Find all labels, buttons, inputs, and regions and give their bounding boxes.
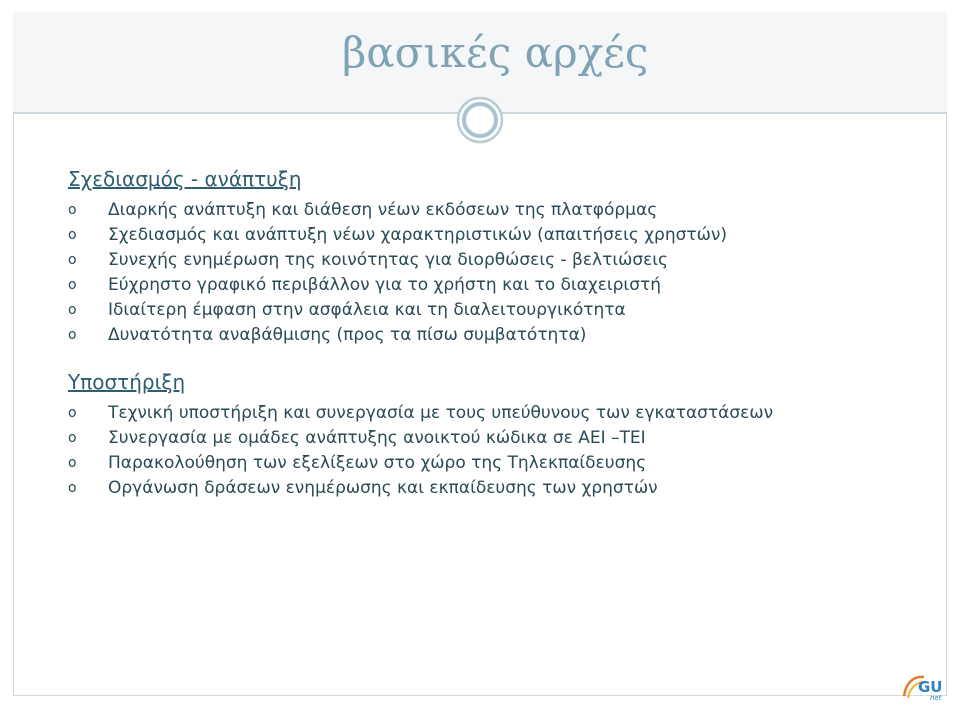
list-item-text: Οργάνωση δράσεων ενημέρωσης και εκπαίδευσης των χρηστών: [108, 478, 658, 498]
list-item-text: Διαρκής ανάπτυξη και διάθεση νέων εκδόσεων της πλατφόρμας: [108, 200, 658, 220]
list-item: [68, 273, 661, 298]
list-item-text: Παρακολούθηση των εξελίξεων στο χώρο της Τηλεκπαίδευσης: [108, 453, 647, 473]
list-item: [68, 198, 658, 223]
bullet-icon: o: [68, 202, 77, 218]
list-item: [68, 298, 626, 323]
logo-subtext: net: [930, 694, 942, 702]
section-heading-design: Σχεδιασμός - ανάπτυξη: [68, 167, 302, 191]
design-list: [68, 198, 727, 348]
list-item: [68, 248, 669, 273]
list-item: [68, 323, 587, 348]
list-item: [68, 451, 647, 476]
logo-text: GU: [918, 678, 943, 696]
gunet-logo: [900, 672, 952, 702]
bullet-icon: o: [68, 252, 77, 268]
bullet-icon: o: [68, 277, 77, 293]
bullet-icon: o: [68, 227, 77, 243]
section-design: [68, 164, 727, 348]
list-item-text: Συνεργασία με ομάδες ανάπτυξης ανοικτού κώδικα σε ΑΕΙ –ΤΕΙ: [108, 428, 646, 448]
bullet-icon: o: [68, 455, 77, 471]
list-item-text: Εύχρηστο γραφικό περιβάλλον για το χρήστη και το διαχειριστή: [108, 275, 661, 295]
support-list: [68, 401, 774, 501]
section-support: [68, 367, 774, 501]
slide-title: βασικές αρχές: [342, 28, 649, 77]
bullet-icon: o: [68, 430, 77, 446]
list-item: [68, 223, 727, 248]
bullet-icon: o: [68, 327, 77, 343]
ring-ornament-icon: [456, 96, 504, 144]
list-item-text: Τεχνική υποστήριξη και συνεργασία με τους υπεύθυνους των εγκαταστάσεων: [108, 403, 774, 423]
bullet-icon: o: [68, 405, 77, 421]
list-item-text: Συνεχής ενημέρωση της κοινότητας για διορθώσεις - βελτιώσεις: [108, 250, 669, 270]
section-heading-support: Υποστήριξη: [68, 370, 186, 394]
list-item: [68, 401, 774, 426]
list-item-text: Ιδιαίτερη έμφαση στην ασφάλεια και τη διαλειτουργικότητα: [108, 300, 626, 320]
list-item-text: Δυνατότητα αναβάθμισης (προς τα πίσω συμβατότητα): [108, 325, 587, 345]
list-item: [68, 426, 646, 451]
bullet-icon: o: [68, 302, 77, 318]
list-item-text: Σχεδιασμός και ανάπτυξη νέων χαρακτηριστικών (απαιτήσεις χρηστών): [108, 225, 727, 245]
bullet-icon: o: [68, 480, 77, 496]
list-item: [68, 476, 658, 501]
